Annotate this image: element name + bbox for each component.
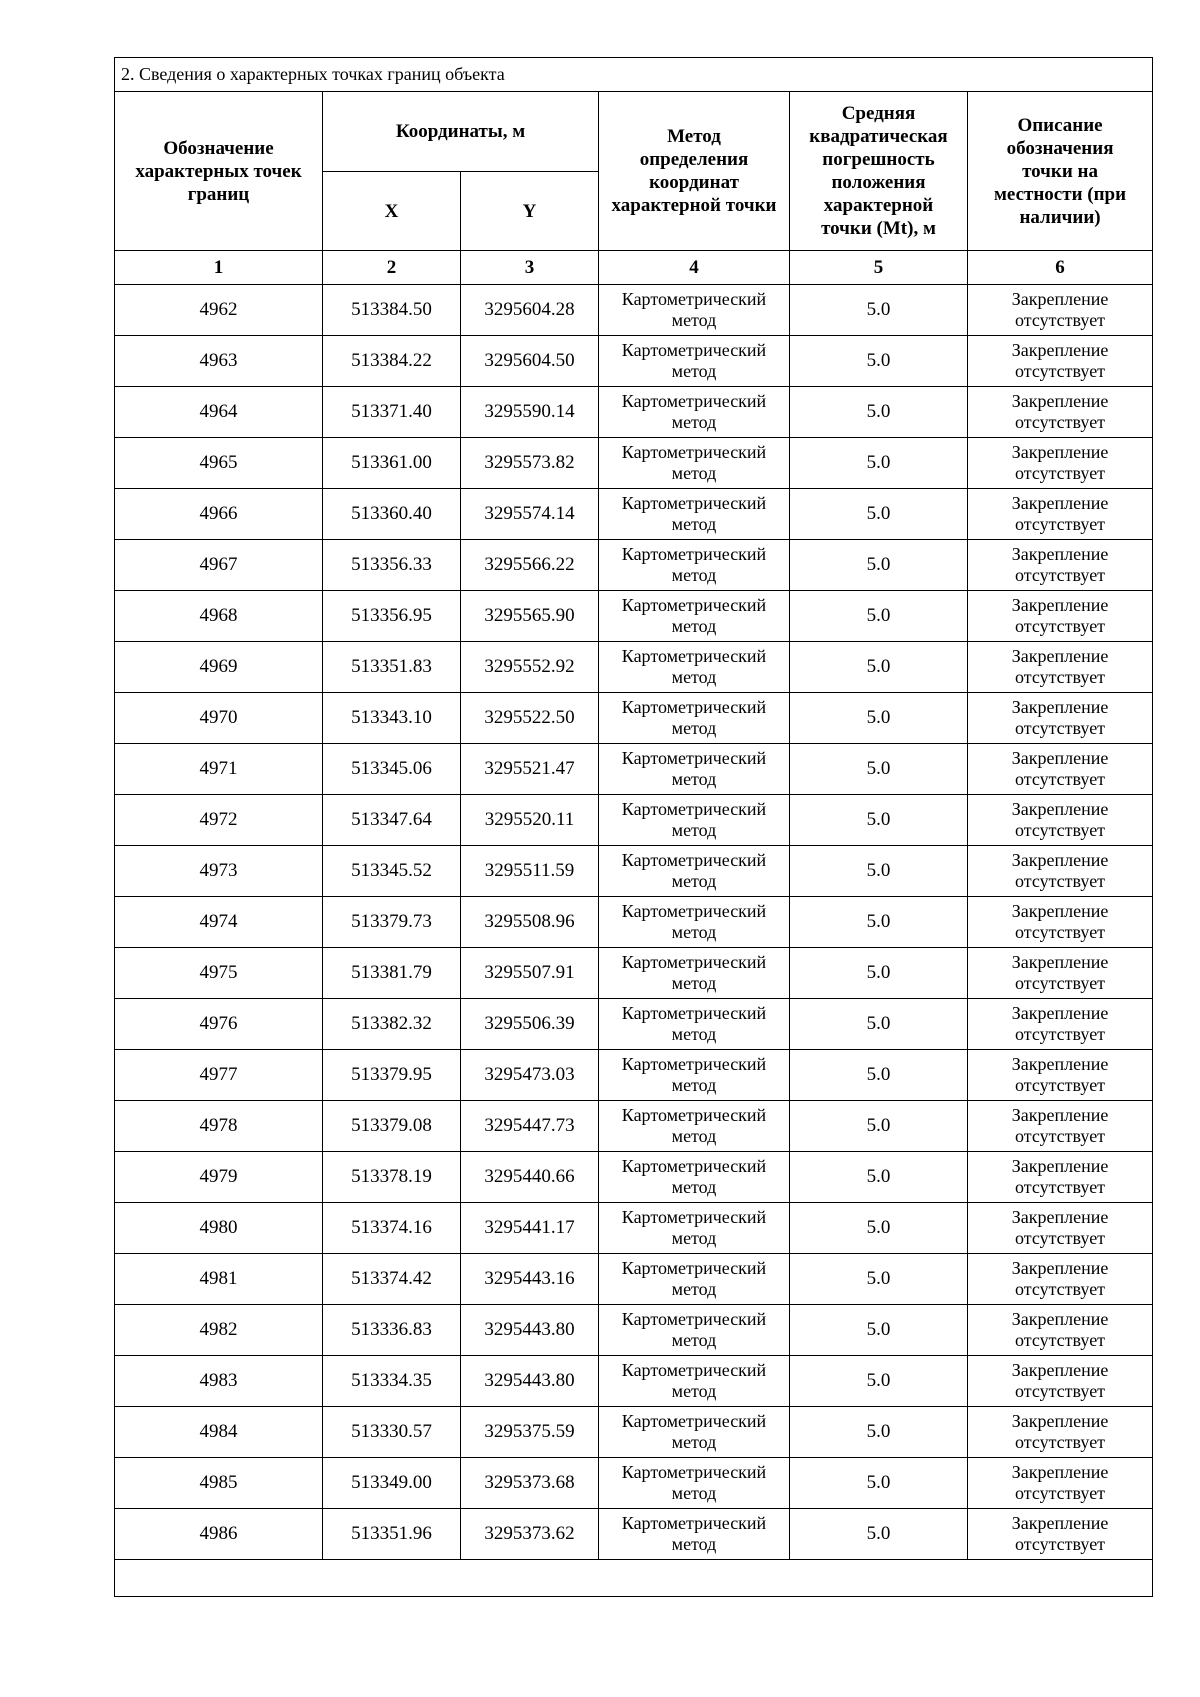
method-cell-line: метод [671, 1330, 717, 1350]
point-id-cell: 4981 [115, 1254, 323, 1305]
y-coordinate-cell: 3295507.91 [461, 948, 599, 999]
method-cell-line: Картометрический [621, 1003, 767, 1023]
x-coordinate-cell: 513334.35 [323, 1356, 461, 1407]
description-cell [968, 999, 1153, 1050]
point-id-cell: 4965 [115, 438, 323, 489]
table-row [115, 285, 1153, 336]
method-cell [599, 438, 790, 489]
table-footer-empty-row [115, 1560, 1153, 1597]
description-cell-line: отсутствует [1015, 1381, 1106, 1401]
description-cell-line: отсутствует [1015, 718, 1106, 738]
description-cell-line: Закрепление [1011, 748, 1109, 768]
method-cell [599, 1356, 790, 1407]
header-x: X [323, 172, 461, 251]
y-coordinate-cell: 3295440.66 [461, 1152, 599, 1203]
description-cell [968, 1407, 1153, 1458]
point-id-cell: 4982 [115, 1305, 323, 1356]
table-row [115, 795, 1153, 846]
description-cell [968, 285, 1153, 336]
x-coordinate-cell: 513374.42 [323, 1254, 461, 1305]
x-coordinate-cell: 513379.08 [323, 1101, 461, 1152]
description-cell-line: отсутствует [1015, 769, 1106, 789]
method-cell [599, 1509, 790, 1560]
method-cell [599, 1458, 790, 1509]
method-cell [599, 1203, 790, 1254]
method-cell-line: Картометрический [621, 850, 767, 870]
mean-error-cell: 5.0 [790, 795, 968, 846]
table-row [115, 642, 1153, 693]
description-cell-line: отсутствует [1015, 1534, 1106, 1554]
description-cell-line: Закрепление [1011, 391, 1109, 411]
method-cell-line: метод [671, 412, 717, 432]
table-row [115, 540, 1153, 591]
method-cell-line: метод [671, 769, 717, 789]
description-cell-line: Закрепление [1011, 1156, 1109, 1176]
method-cell-line: Картометрический [621, 442, 767, 462]
description-cell [968, 1509, 1153, 1560]
x-coordinate-cell: 513349.00 [323, 1458, 461, 1509]
description-cell-line: Закрепление [1011, 1054, 1109, 1074]
description-cell [968, 1101, 1153, 1152]
description-cell-line: Закрепление [1011, 1003, 1109, 1023]
description-cell-line: Закрепление [1011, 493, 1109, 513]
y-coordinate-cell: 3295604.28 [461, 285, 599, 336]
table-body [115, 285, 1153, 1560]
mean-error-cell: 5.0 [790, 1305, 968, 1356]
x-coordinate-cell: 513336.83 [323, 1305, 461, 1356]
description-cell [968, 438, 1153, 489]
y-coordinate-cell: 3295375.59 [461, 1407, 599, 1458]
y-coordinate-cell: 3295441.17 [461, 1203, 599, 1254]
description-cell-line: Закрепление [1011, 1462, 1109, 1482]
method-cell-line: метод [671, 1483, 717, 1503]
method-cell-line: метод [671, 310, 717, 330]
table-row [115, 1152, 1153, 1203]
description-cell-line: отсутствует [1015, 565, 1106, 585]
description-cell-line: отсутствует [1015, 922, 1106, 942]
x-coordinate-cell: 513379.95 [323, 1050, 461, 1101]
table-row [115, 1101, 1153, 1152]
mean-error-cell: 5.0 [790, 1407, 968, 1458]
mean-error-cell: 5.0 [790, 1254, 968, 1305]
method-cell-line: Картометрический [621, 646, 767, 666]
table-row [115, 744, 1153, 795]
method-cell-line: метод [671, 922, 717, 942]
description-cell-line: отсутствует [1015, 1126, 1106, 1146]
description-cell-line: отсутствует [1015, 1330, 1106, 1350]
table-row [115, 846, 1153, 897]
method-cell [599, 693, 790, 744]
table-row [115, 948, 1153, 999]
header-description: Описание обозначения точки на местности (при наличии) [968, 92, 1153, 251]
method-cell-line: метод [671, 1126, 717, 1146]
y-coordinate-cell: 3295565.90 [461, 591, 599, 642]
mean-error-cell: 5.0 [790, 744, 968, 795]
mean-error-cell: 5.0 [790, 438, 968, 489]
header-designation: Обозначение характерных точек границ [115, 92, 323, 251]
description-cell-line: Закрепление [1011, 595, 1109, 615]
mean-error-cell: 5.0 [790, 1152, 968, 1203]
description-cell [968, 540, 1153, 591]
method-cell-line: Картометрический [621, 1360, 767, 1380]
description-cell-line: отсутствует [1015, 310, 1106, 330]
y-coordinate-cell: 3295566.22 [461, 540, 599, 591]
mean-error-cell: 5.0 [790, 999, 968, 1050]
method-cell-line: метод [671, 1075, 717, 1095]
column-number: 1 [115, 251, 323, 285]
y-coordinate-cell: 3295511.59 [461, 846, 599, 897]
description-cell-line: Закрепление [1011, 289, 1109, 309]
table-row [115, 999, 1153, 1050]
description-cell [968, 336, 1153, 387]
description-cell-line: отсутствует [1015, 973, 1106, 993]
description-cell [968, 1203, 1153, 1254]
method-cell-line: метод [671, 1024, 717, 1044]
point-id-cell: 4983 [115, 1356, 323, 1407]
column-number: 5 [790, 251, 968, 285]
point-id-cell: 4976 [115, 999, 323, 1050]
boundary-points-table [114, 57, 1153, 1597]
point-id-cell: 4978 [115, 1101, 323, 1152]
method-cell [599, 744, 790, 795]
x-coordinate-cell: 513345.06 [323, 744, 461, 795]
y-coordinate-cell: 3295373.68 [461, 1458, 599, 1509]
method-cell-line: метод [671, 1534, 717, 1554]
method-cell-line: метод [671, 871, 717, 891]
x-coordinate-cell: 513374.16 [323, 1203, 461, 1254]
description-cell-line: отсутствует [1015, 871, 1106, 891]
x-coordinate-cell: 513330.57 [323, 1407, 461, 1458]
description-cell [968, 591, 1153, 642]
description-cell [968, 1050, 1153, 1101]
description-cell [968, 1254, 1153, 1305]
mean-error-cell: 5.0 [790, 1101, 968, 1152]
x-coordinate-cell: 513345.52 [323, 846, 461, 897]
method-cell-line: метод [671, 1177, 717, 1197]
method-cell-line: метод [671, 1381, 717, 1401]
mean-error-cell: 5.0 [790, 591, 968, 642]
method-cell-line: Картометрический [621, 493, 767, 513]
table-row [115, 1509, 1153, 1560]
point-id-cell: 4975 [115, 948, 323, 999]
method-cell-line: Картометрический [621, 595, 767, 615]
mean-error-cell: 5.0 [790, 897, 968, 948]
description-cell-line: отсутствует [1015, 1024, 1106, 1044]
method-cell [599, 540, 790, 591]
method-cell-line: Картометрический [621, 1309, 767, 1329]
method-cell [599, 999, 790, 1050]
description-cell [968, 1458, 1153, 1509]
table-row [115, 1356, 1153, 1407]
description-cell [968, 744, 1153, 795]
mean-error-cell: 5.0 [790, 693, 968, 744]
description-cell [968, 387, 1153, 438]
method-cell-line: метод [671, 361, 717, 381]
description-cell-line: отсутствует [1015, 820, 1106, 840]
table-row [115, 897, 1153, 948]
description-cell-line: отсутствует [1015, 1075, 1106, 1095]
table-row [115, 336, 1153, 387]
description-cell-line: отсутствует [1015, 616, 1106, 636]
method-cell-line: Картометрический [621, 1411, 767, 1431]
method-cell [599, 1254, 790, 1305]
method-cell-line: метод [671, 1432, 717, 1452]
description-cell-line: Закрепление [1011, 1105, 1109, 1125]
description-cell-line: отсутствует [1015, 1432, 1106, 1452]
method-cell-line: Картометрический [621, 799, 767, 819]
point-id-cell: 4972 [115, 795, 323, 846]
section-title: 2. Сведения о характерных точках границ объекта [115, 58, 1153, 92]
description-cell-line: Закрепление [1011, 901, 1109, 921]
method-cell-line: метод [671, 616, 717, 636]
table-row [115, 1050, 1153, 1101]
description-cell-line: Закрепление [1011, 1513, 1109, 1533]
column-number: 2 [323, 251, 461, 285]
description-cell-line: отсутствует [1015, 412, 1106, 432]
mean-error-cell: 5.0 [790, 387, 968, 438]
method-cell-line: метод [671, 820, 717, 840]
point-id-cell: 4966 [115, 489, 323, 540]
point-id-cell: 4974 [115, 897, 323, 948]
method-cell-line: Картометрический [621, 697, 767, 717]
header-coordinates: Координаты, м [323, 92, 599, 172]
x-coordinate-cell: 513384.22 [323, 336, 461, 387]
description-cell-line: Закрепление [1011, 1207, 1109, 1227]
description-cell-line: Закрепление [1011, 544, 1109, 564]
x-coordinate-cell: 513356.95 [323, 591, 461, 642]
x-coordinate-cell: 513343.10 [323, 693, 461, 744]
x-coordinate-cell: 513384.50 [323, 285, 461, 336]
header-y: Y [461, 172, 599, 251]
method-cell-line: метод [671, 1228, 717, 1248]
mean-error-cell: 5.0 [790, 948, 968, 999]
column-number: 3 [461, 251, 599, 285]
description-cell-line: отсутствует [1015, 1483, 1106, 1503]
x-coordinate-cell: 513360.40 [323, 489, 461, 540]
method-cell [599, 795, 790, 846]
description-cell-line: отсутствует [1015, 361, 1106, 381]
y-coordinate-cell: 3295521.47 [461, 744, 599, 795]
description-cell-line: Закрепление [1011, 952, 1109, 972]
method-cell [599, 846, 790, 897]
method-cell-line: метод [671, 973, 717, 993]
table-row [115, 1458, 1153, 1509]
method-cell-line: метод [671, 718, 717, 738]
x-coordinate-cell: 513351.83 [323, 642, 461, 693]
point-id-cell: 4969 [115, 642, 323, 693]
table-row [115, 693, 1153, 744]
x-coordinate-cell: 513379.73 [323, 897, 461, 948]
y-coordinate-cell: 3295520.11 [461, 795, 599, 846]
method-cell [599, 1152, 790, 1203]
description-cell-line: Закрепление [1011, 799, 1109, 819]
description-cell-line: Закрепление [1011, 697, 1109, 717]
description-cell-line: отсутствует [1015, 1279, 1106, 1299]
point-id-cell: 4977 [115, 1050, 323, 1101]
point-id-cell: 4986 [115, 1509, 323, 1560]
method-cell-line: Картометрический [621, 748, 767, 768]
method-cell [599, 285, 790, 336]
description-cell-line: Закрепление [1011, 1360, 1109, 1380]
y-coordinate-cell: 3295573.82 [461, 438, 599, 489]
x-coordinate-cell: 513371.40 [323, 387, 461, 438]
x-coordinate-cell: 513356.33 [323, 540, 461, 591]
point-id-cell: 4970 [115, 693, 323, 744]
y-coordinate-cell: 3295552.92 [461, 642, 599, 693]
description-cell [968, 1152, 1153, 1203]
method-cell-line: Картометрический [621, 1156, 767, 1176]
mean-error-cell: 5.0 [790, 1050, 968, 1101]
column-number: 6 [968, 251, 1153, 285]
description-cell [968, 489, 1153, 540]
x-coordinate-cell: 513361.00 [323, 438, 461, 489]
method-cell [599, 897, 790, 948]
description-cell [968, 846, 1153, 897]
description-cell-line: Закрепление [1011, 646, 1109, 666]
method-cell [599, 1050, 790, 1101]
y-coordinate-cell: 3295604.50 [461, 336, 599, 387]
description-cell [968, 642, 1153, 693]
header-method: Метод определения координат характерной точки [599, 92, 790, 251]
method-cell-line: метод [671, 463, 717, 483]
table-row [115, 1305, 1153, 1356]
mean-error-cell: 5.0 [790, 1509, 968, 1560]
point-id-cell: 4980 [115, 1203, 323, 1254]
method-cell-line: Картометрический [621, 1207, 767, 1227]
x-coordinate-cell: 513378.19 [323, 1152, 461, 1203]
point-id-cell: 4979 [115, 1152, 323, 1203]
method-cell-line: Картометрический [621, 340, 767, 360]
method-cell [599, 948, 790, 999]
point-id-cell: 4962 [115, 285, 323, 336]
method-cell-line: Картометрический [621, 952, 767, 972]
y-coordinate-cell: 3295447.73 [461, 1101, 599, 1152]
point-id-cell: 4968 [115, 591, 323, 642]
method-cell-line: Картометрический [621, 391, 767, 411]
point-id-cell: 4984 [115, 1407, 323, 1458]
method-cell [599, 489, 790, 540]
x-coordinate-cell: 513381.79 [323, 948, 461, 999]
method-cell [599, 591, 790, 642]
point-id-cell: 4963 [115, 336, 323, 387]
y-coordinate-cell: 3295373.62 [461, 1509, 599, 1560]
point-id-cell: 4971 [115, 744, 323, 795]
description-cell-line: Закрепление [1011, 340, 1109, 360]
table-row [115, 489, 1153, 540]
description-cell-line: отсутствует [1015, 514, 1106, 534]
y-coordinate-cell: 3295574.14 [461, 489, 599, 540]
table-row [115, 1203, 1153, 1254]
description-cell-line: отсутствует [1015, 667, 1106, 687]
mean-error-cell: 5.0 [790, 846, 968, 897]
description-cell [968, 795, 1153, 846]
method-cell-line: Картометрический [621, 544, 767, 564]
method-cell-line: Картометрический [621, 1513, 767, 1533]
point-id-cell: 4964 [115, 387, 323, 438]
method-cell [599, 642, 790, 693]
x-coordinate-cell: 513382.32 [323, 999, 461, 1050]
method-cell-line: метод [671, 667, 717, 687]
method-cell-line: Картометрический [621, 1054, 767, 1074]
table-row [115, 438, 1153, 489]
method-cell [599, 1305, 790, 1356]
mean-error-cell: 5.0 [790, 489, 968, 540]
method-cell-line: метод [671, 1279, 717, 1299]
method-cell-line: Картометрический [621, 1105, 767, 1125]
y-coordinate-cell: 3295522.50 [461, 693, 599, 744]
y-coordinate-cell: 3295443.16 [461, 1254, 599, 1305]
y-coordinate-cell: 3295590.14 [461, 387, 599, 438]
description-cell-line: Закрепление [1011, 1411, 1109, 1431]
y-coordinate-cell: 3295473.03 [461, 1050, 599, 1101]
method-cell-line: Картометрический [621, 1462, 767, 1482]
method-cell [599, 387, 790, 438]
mean-error-cell: 5.0 [790, 285, 968, 336]
description-cell [968, 1305, 1153, 1356]
mean-error-cell: 5.0 [790, 540, 968, 591]
method-cell-line: Картометрический [621, 1258, 767, 1278]
mean-error-cell: 5.0 [790, 1458, 968, 1509]
description-cell [968, 948, 1153, 999]
header-mean-error: Средняя квадратическая погрешность положения характерной точки (Mt), м [790, 92, 968, 251]
method-cell-line: метод [671, 565, 717, 585]
x-coordinate-cell: 513347.64 [323, 795, 461, 846]
y-coordinate-cell: 3295443.80 [461, 1305, 599, 1356]
method-cell-line: метод [671, 514, 717, 534]
column-number: 4 [599, 251, 790, 285]
table-row [115, 1254, 1153, 1305]
mean-error-cell: 5.0 [790, 642, 968, 693]
method-cell-line: Картометрический [621, 901, 767, 921]
table-row [115, 1407, 1153, 1458]
y-coordinate-cell: 3295443.80 [461, 1356, 599, 1407]
point-id-cell: 4967 [115, 540, 323, 591]
description-cell [968, 1356, 1153, 1407]
method-cell [599, 1101, 790, 1152]
description-cell [968, 693, 1153, 744]
description-cell-line: Закрепление [1011, 850, 1109, 870]
table-row [115, 591, 1153, 642]
description-cell-line: Закрепление [1011, 1258, 1109, 1278]
method-cell [599, 336, 790, 387]
y-coordinate-cell: 3295508.96 [461, 897, 599, 948]
mean-error-cell: 5.0 [790, 336, 968, 387]
x-coordinate-cell: 513351.96 [323, 1509, 461, 1560]
description-cell [968, 897, 1153, 948]
description-cell-line: отсутствует [1015, 1228, 1106, 1248]
mean-error-cell: 5.0 [790, 1203, 968, 1254]
description-cell-line: отсутствует [1015, 463, 1106, 483]
method-cell [599, 1407, 790, 1458]
mean-error-cell: 5.0 [790, 1356, 968, 1407]
method-cell-line: Картометрический [621, 289, 767, 309]
description-cell-line: Закрепление [1011, 442, 1109, 462]
description-cell-line: Закрепление [1011, 1309, 1109, 1329]
description-cell-line: отсутствует [1015, 1177, 1106, 1197]
point-id-cell: 4973 [115, 846, 323, 897]
y-coordinate-cell: 3295506.39 [461, 999, 599, 1050]
point-id-cell: 4985 [115, 1458, 323, 1509]
table-row [115, 387, 1153, 438]
